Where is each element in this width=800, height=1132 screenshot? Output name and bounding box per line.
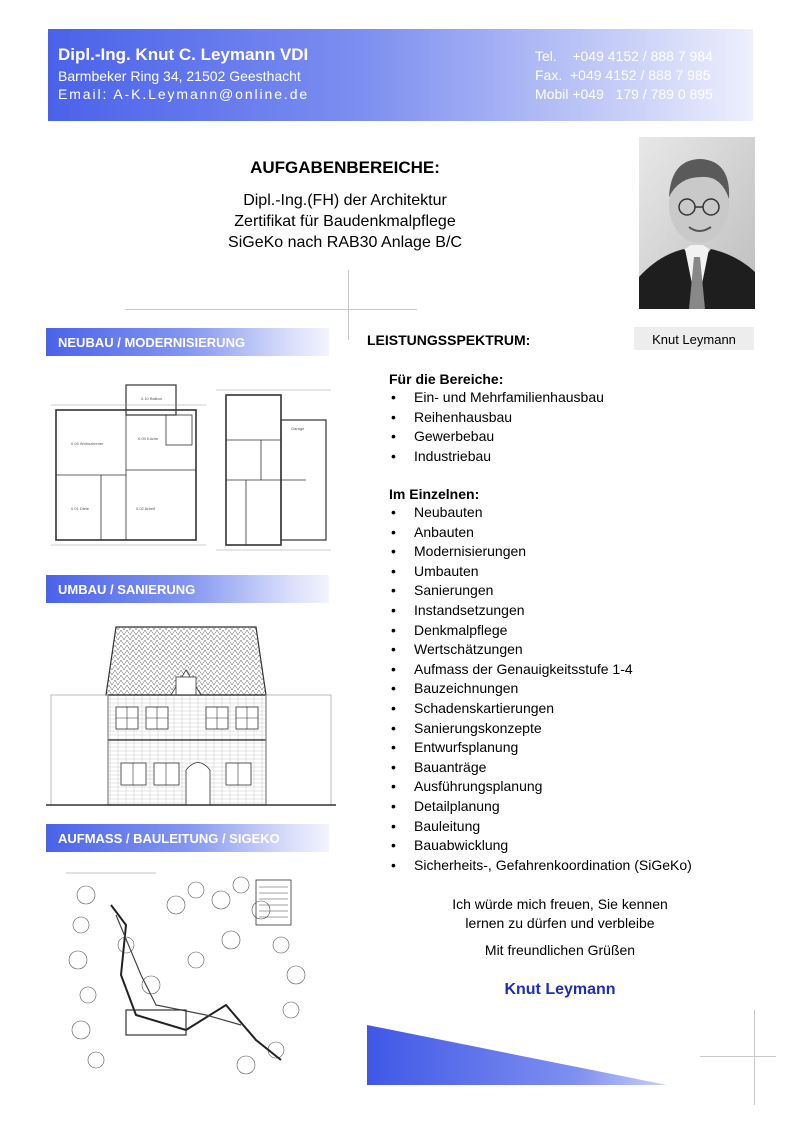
areas-heading: Für die Bereiche: [389,371,504,387]
divider-line [125,309,417,310]
section-header-neubau: NEUBAU / MODERNISIERUNG [46,328,329,356]
details-list [389,503,692,875]
detail-list-item: • Anbauten [389,523,692,543]
company-name: Dipl.-Ing. Knut C. Leymann VDI [58,45,309,64]
floor-plan-drawing [46,360,336,555]
section-header-aufmass: AUFMASS / BAULEITUNG / SIGEKO [46,824,329,852]
section-header-umbau: UMBAU / SANIERUNG [46,575,329,603]
closing-line-1: Ich würde mich freuen, Sie kennen [452,896,668,912]
qualification-1: Dipl.-Ing.(FH) der Architektur [243,192,447,209]
detail-list-item: • Bauzeichnungen [389,679,692,699]
detail-list-item: • Neubauten [389,503,692,523]
mobile-number: Mobil +049 179 / 789 0 895 [535,86,713,102]
letterhead-banner [48,29,753,121]
detail-list-item: • Wertschätzungen [389,640,692,660]
detail-list-item: • Schadenskartierungen [389,699,692,719]
divider-line [348,270,349,340]
greeting: Mit freundlichen Grüßen [484,942,636,958]
detail-list-item: • Entwurfsplanung [389,738,692,758]
svg-text:0.05 Küche: 0.05 Küche [138,436,159,441]
areas-list [389,388,604,466]
svg-text:0.10 Balkon: 0.10 Balkon [141,396,163,401]
closing-line-2: lernen zu dürfen und verbleibe [465,915,655,931]
detail-list-item: • Ausführungsplanung [389,777,692,797]
qualification-3: SiGeKo nach RAB30 Anlage B/C [228,234,462,251]
company-email: Email: A-K.Leymann@online.de [58,86,310,102]
area-list-item: • Gewerbebau [389,427,604,447]
portrait-photo [639,137,755,309]
phone-number: Tel. +049 4152 / 888 7 984 [535,48,713,64]
signature-name: Knut Leymann [504,981,616,998]
details-heading: Im Einzelnen: [389,486,480,502]
fax-number: Fax. +049 4152 / 888 7 985 [535,67,711,83]
detail-list-item: • Umbauten [389,562,692,582]
decorative-wedge [367,1025,667,1085]
detail-list-item: • Instandsetzungen [389,601,692,621]
detail-list-item: • Detailplanung [389,797,692,817]
detail-list-item: • Sanierungskonzepte [389,719,692,739]
page-title: AUFGABENBEREICHE: [250,158,440,177]
svg-text:0.04 Wohnzimmer: 0.04 Wohnzimmer [71,441,104,446]
svg-text:Garage: Garage [291,426,305,431]
photo-caption: Knut Leymann [634,327,754,350]
detail-list-item: • Sicherheits-, Gefahrenkoordination (SiGeKo) [389,856,692,876]
company-address: Barmbeker Ring 34, 21502 Geesthacht [58,68,301,84]
area-list-item: • Reihenhausbau [389,408,604,428]
area-list-item: • Industriebau [389,447,604,467]
detail-list-item: • Modernisierungen [389,542,692,562]
qualification-2: Zertifikat für Baudenkmalpflege [234,213,456,230]
detail-list-item: • Bauabwicklung [389,836,692,856]
detail-list-item: • Denkmalpflege [389,621,692,641]
services-heading: LEISTUNGSSPEKTRUM: [367,332,531,348]
svg-text:0.01 Diele: 0.01 Diele [71,506,90,511]
area-list-item: • Ein- und Mehrfamilienhausbau [389,388,604,408]
facade-elevation-drawing [46,615,336,810]
divider-line [754,1010,755,1105]
svg-text:0.02 Arbeit: 0.02 Arbeit [136,506,156,511]
detail-list-item: • Bauanträge [389,758,692,778]
detail-list-item: • Bauleitung [389,817,692,837]
divider-line [700,1056,776,1057]
detail-list-item: • Aufmass der Genauigkeitsstufe 1-4 [389,660,692,680]
detail-list-item: • Sanierungen [389,581,692,601]
site-survey-map [66,865,316,1080]
